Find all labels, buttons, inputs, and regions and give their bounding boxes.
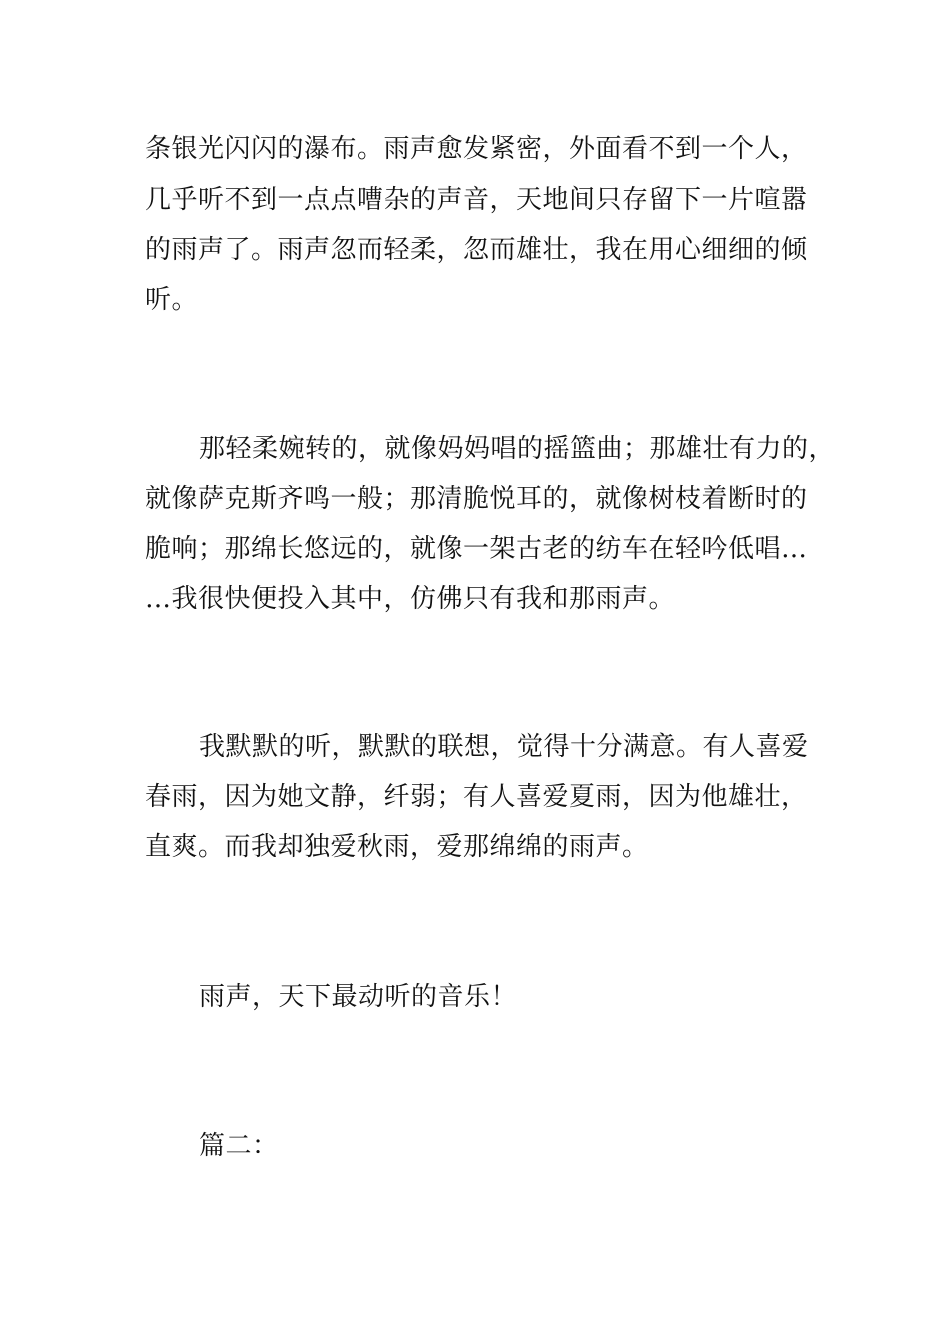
text-line: 脆响；那绵长悠远的，就像一架古老的纺车在轻吟低唱…: [145, 534, 808, 564]
text-line: 直爽。而我却独爱秋雨，爱那绵绵的雨声。: [145, 832, 649, 862]
text-line: 那轻柔婉转的，就像妈妈唱的摇篮曲；那雄壮有力的，: [199, 434, 836, 464]
text-line: 我默默的听，默默的联想，觉得十分满意。有人喜爱: [199, 732, 809, 762]
text-line: 的雨声了。雨声忽而轻柔，忽而雄壮，我在用心细细的倾: [145, 235, 808, 265]
text-line: 听。: [145, 285, 199, 315]
text-line: 几乎听不到一点点嘈杂的声音，天地间只存留下一片喧嚣: [145, 185, 808, 215]
text-line: 雨声，天下最动听的音乐！: [199, 982, 518, 1012]
text-line: 春雨，因为她文静，纤弱；有人喜爱夏雨，因为他雄壮，: [145, 782, 808, 812]
text-line: 就像萨克斯齐鸣一般；那清脆悦耳的，就像树枝着断时的: [145, 484, 808, 514]
text-line: 条银光闪闪的瀑布。雨声愈发紧密，外面看不到一个人，: [145, 134, 808, 164]
text-line: 篇二：: [199, 1131, 279, 1161]
text-line: …我很快便投入其中，仿佛只有我和那雨声。: [145, 584, 676, 614]
